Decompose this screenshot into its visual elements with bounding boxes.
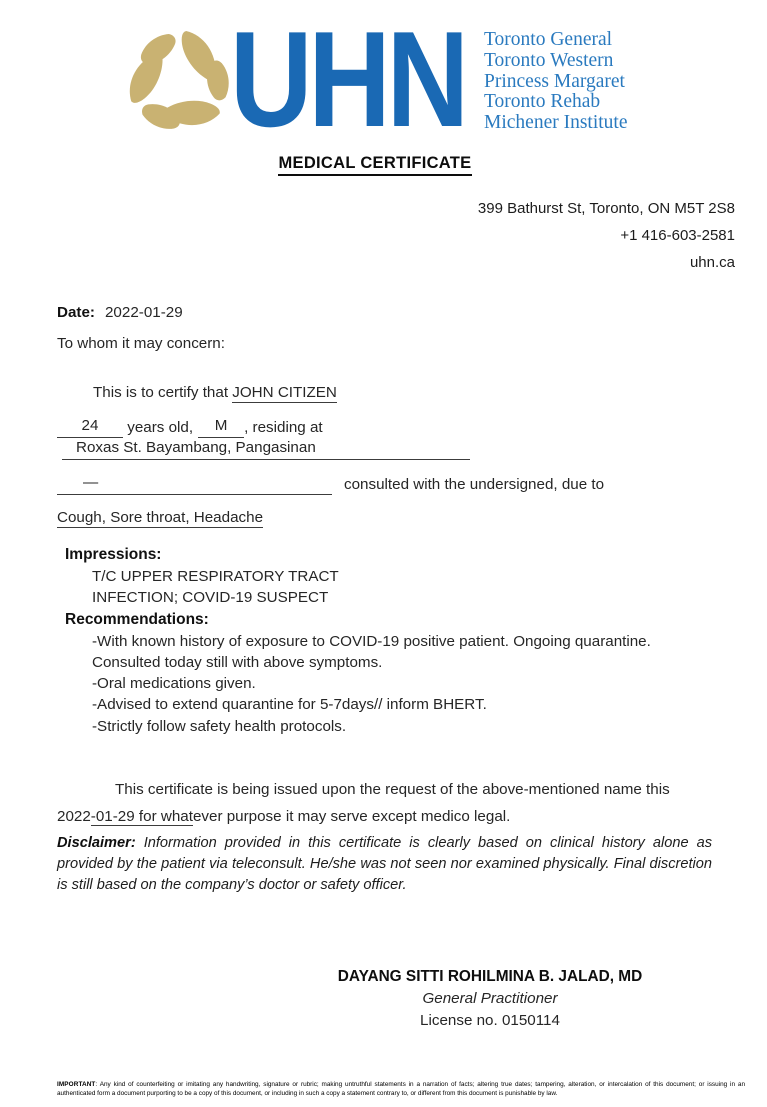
- certify-line-1: [57, 383, 712, 403]
- certify-line-2: [57, 416, 712, 460]
- date-line: [57, 304, 712, 321]
- physician-title: General Practitioner: [422, 989, 558, 1007]
- hospital-name: Toronto Rehab: [484, 91, 601, 113]
- impressions-heading: Impressions:: [65, 546, 162, 563]
- hospital-name: Princess Margaret: [484, 70, 625, 92]
- certify-line-3: [57, 473, 712, 495]
- fine-print-text: : Any kind of counterfeiting or imitating any handwriting, signature or rubric; making untruthful statements in a narration of facts; altering true dates; tampering, alteration, or intercalation of this document; or issuing in an authenticated form a document purporting to be a copy of this document, or including in such a copy a statement contrary to, or different from this document is punishable by law.: [57, 1080, 745, 1098]
- disclaimer-text: Information provided in this certificate is clearly based on clinical history alone as provided by the patient via teleconsult. He/she was not seen nor examined physically. Final discretion is still based on the company’s doctor or safety officer.: [57, 835, 712, 894]
- hospital-list: [484, 30, 628, 134]
- uhn-header: [128, 3, 767, 155]
- document-title-row: [0, 154, 750, 176]
- contact-address: 399 Bathurst St, Toronto, ON M5T 2S8: [477, 200, 735, 217]
- fine-print-label: IMPORTANT: [57, 1080, 96, 1088]
- uhn-logotype-text: UHN: [230, 3, 465, 155]
- document-title: MEDICAL CERTIFICATE: [278, 154, 471, 176]
- consulted-label: consulted with the undersigned, due to: [344, 476, 605, 493]
- contact-website: uhn.ca: [689, 254, 735, 271]
- issuance-rest: ever purpose it may serve except medico legal.: [192, 808, 511, 826]
- certify-section: [57, 383, 712, 528]
- recommendation-line: Consulted today still with above symptoms.: [92, 653, 383, 671]
- recommendation-line: -With known history of exposure to COVID-19 positive patient. Ongoing quarantine.: [92, 632, 651, 650]
- uhn-emblem-icon: [128, 27, 230, 137]
- legal-fine-print: [57, 1080, 745, 1099]
- certify-intro: This is to certify that: [93, 384, 233, 401]
- hospital-name: Toronto Western: [484, 49, 614, 71]
- issuance-date-underlined: -01-29 for what: [90, 808, 193, 826]
- recommendation-line: -Oral medications given.: [92, 675, 256, 693]
- uhn-logotype: [230, 3, 480, 155]
- empty-blank: —: [57, 473, 332, 495]
- issuance-date-pre: 2022: [57, 808, 91, 826]
- disclaimer-paragraph: [57, 833, 712, 896]
- impression-line: T/C UPPER RESPIRATORY TRACT: [92, 568, 339, 585]
- recommendation-line: -Advised to extend quarantine for 5-7days// inform BHERT.: [92, 696, 487, 714]
- residing-at-label: , residing at: [244, 419, 323, 436]
- physician-name: DAYANG SITTI ROHILMINA B. JALAD, MD: [337, 968, 643, 986]
- issuance-section: [57, 781, 712, 825]
- contact-block: [0, 195, 735, 276]
- complaints: Cough, Sore throat, Headache: [57, 509, 264, 526]
- date-value: 2022-01-29: [104, 304, 183, 321]
- hospital-name: Michener Institute: [484, 112, 628, 134]
- issuance-line-1: This certificate is being issued upon the request of the above-mentioned name this: [115, 781, 670, 799]
- physician-license: License no. 0150114: [420, 1011, 560, 1029]
- patient-age-blank: 24: [57, 416, 123, 438]
- years-old-label: years old,: [127, 419, 194, 436]
- certify-line-4: [57, 508, 712, 528]
- contact-phone: +1 416-603-2581: [620, 227, 735, 244]
- impression-line: INFECTION; COVID-19 SUSPECT: [92, 589, 329, 607]
- patient-sex-blank: M: [198, 416, 244, 438]
- patient-address-blank: Roxas St. Bayambang, Pangasinan: [62, 438, 470, 460]
- issuance-line-2: [57, 808, 712, 825]
- medical-certificate-page: [0, 3, 767, 1107]
- recommendation-line: -Strictly follow safety health protocols.: [92, 717, 347, 735]
- signature-block: [295, 966, 685, 1031]
- date-label: Date:: [57, 304, 95, 321]
- disclaimer-label: Disclaimer:: [57, 835, 136, 852]
- salutation: To whom it may concern:: [57, 335, 225, 352]
- recommendations-heading: Recommendations:: [65, 610, 209, 628]
- patient-name: JOHN CITIZEN: [232, 384, 337, 401]
- certificate-body: [0, 304, 767, 1031]
- hospital-name: Toronto General: [484, 29, 613, 50]
